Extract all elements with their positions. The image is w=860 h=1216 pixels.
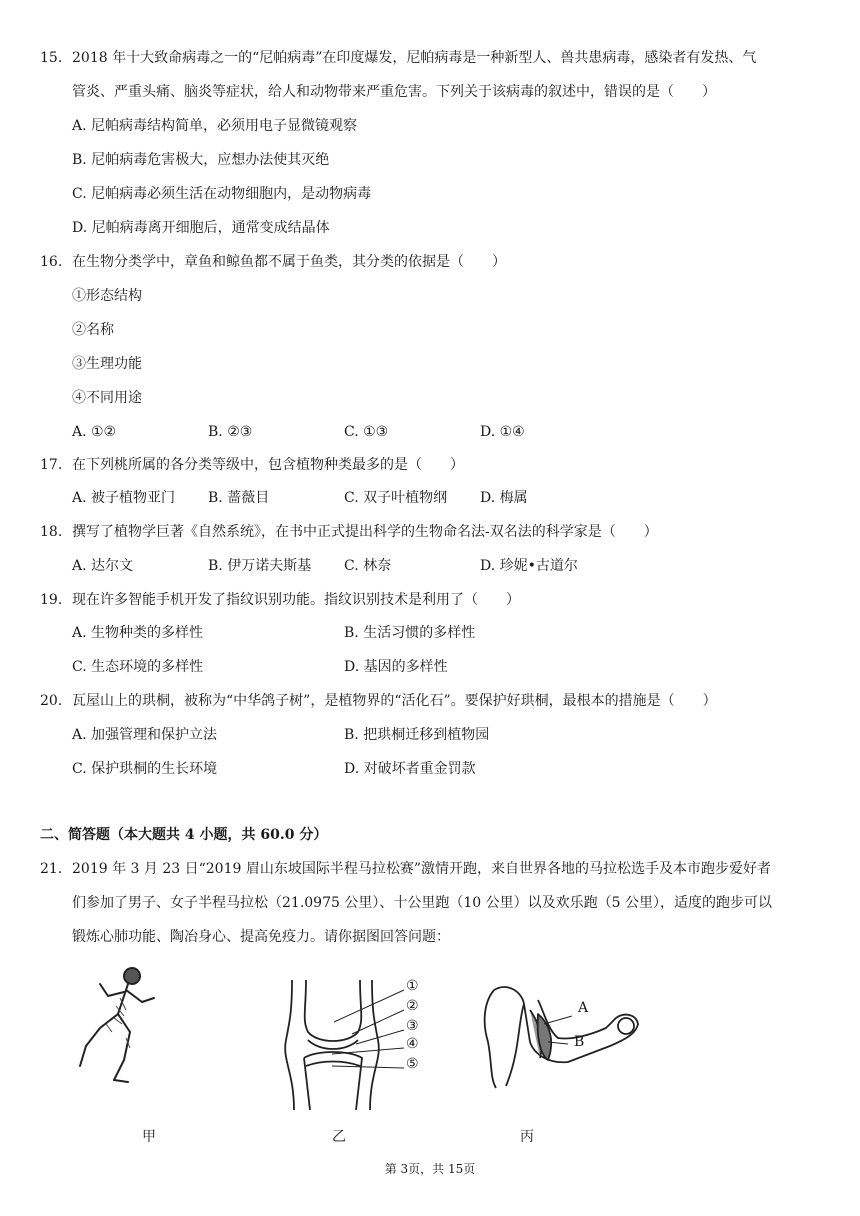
q16-statement-1: ①形态结构	[72, 288, 142, 304]
q19-number: 19.	[40, 592, 63, 608]
q15-text-line2: 管炎、严重头痛、脑炎等症状，给人和动物带来严重危害。下列关于该病毒的叙述中，错误的是（ ）	[72, 84, 716, 100]
q16-option-d: D. ①④	[480, 424, 525, 440]
arm-muscle-figure	[478, 982, 648, 1092]
q18-text: 撰写了植物学巨著《自然系统》，在书中正式提出科学的生物命名法-双名法的科学家是（ ）	[72, 524, 658, 540]
q18-option-d: D. 珍妮•古道尔	[480, 558, 578, 574]
q17-number: 17.	[40, 457, 63, 473]
knee-label-2: ②	[406, 998, 419, 1014]
q15-option-a: A. 尼帕病毒结构简单，必须用电子显微镜观察	[72, 118, 358, 134]
q20-text: 瓦屋山上的珙桐，被称为“中华鸽子树”，是植物界的“活化石”。要保护好珙桐，最根本的措施是（ ）	[72, 693, 717, 709]
q15-option-c: C. 尼帕病毒必须生活在动物细胞内，是动物病毒	[72, 186, 372, 202]
q18-option-b: B. 伊万诺夫斯基	[208, 558, 312, 574]
q16-option-b: B. ②③	[208, 424, 253, 440]
q19-option-c: C. 生态环境的多样性	[72, 659, 204, 675]
q15-option-b: B. 尼帕病毒危害极大，应想办法使其灭绝	[72, 152, 330, 168]
arm-label-b: B	[574, 1034, 585, 1050]
q15-number: 15.	[40, 50, 63, 66]
q20-option-c: C. 保护珙桐的生长环境	[72, 761, 218, 777]
q20-option-b: B. 把珙桐迁移到植物园	[344, 727, 490, 743]
q20-number: 20.	[40, 693, 63, 709]
q17-option-a: A. 被子植物亚门	[72, 490, 176, 506]
q15-option-d: D. 尼帕病毒离开细胞后，通常变成结晶体	[72, 220, 330, 236]
q19-option-d: D. 基因的多样性	[344, 659, 448, 675]
q20-option-a: A. 加强管理和保护立法	[72, 727, 218, 743]
q16-option-c: C. ①③	[344, 424, 389, 440]
q17-text: 在下列桃所属的各分类等级中，包含植物种类最多的是（ ）	[72, 457, 464, 473]
knee-label-3: ③	[406, 1018, 419, 1034]
q16-statement-4: ④不同用途	[72, 390, 142, 406]
q21-text-line1: 2019 年 3 月 23 日“2019 眉山东坡国际半程马拉松赛”激情开跑，来自世界各地的马拉松选手及本市跑步爱好者	[72, 861, 771, 877]
q19-option-b: B. 生活习惯的多样性	[344, 625, 476, 641]
q18-option-c: C. 林奈	[344, 558, 392, 574]
q21-number: 21.	[40, 861, 63, 877]
q16-statement-2: ②名称	[72, 322, 114, 338]
figure-yi-label: 乙	[332, 1129, 346, 1145]
knee-label-1: ①	[406, 978, 419, 994]
arm-label-a: A	[578, 1000, 589, 1016]
knee-label-5: ⑤	[406, 1056, 419, 1072]
figure-bing-label: 丙	[520, 1129, 534, 1145]
q19-text: 现在许多智能手机开发了指纹识别功能。指纹识别技术是利用了（ ）	[72, 592, 520, 608]
q21-text-line3: 锻炼心肺功能、陶冶身心、提高免疫力。请你据图回答问题：	[72, 929, 450, 945]
q20-option-d: D. 对破坏者重金罚款	[344, 761, 476, 777]
section-heading: 二、简答题（本大题共 4 小题，共 60.0 分）	[40, 827, 328, 843]
q16-number: 16.	[40, 254, 63, 270]
q18-option-a: A. 达尔文	[72, 558, 134, 574]
knee-label-4: ④	[406, 1036, 419, 1052]
q16-text: 在生物分类学中，章鱼和鲸鱼都不属于鱼类，其分类的依据是（ ）	[72, 254, 506, 270]
q21-text-line2: 们参加了男子、女子半程马拉松（21.0975 公里）、十公里跑（10 公里）以及欢乐跑（5 公里），适度的跑步可以	[72, 895, 772, 911]
q16-option-a: A. ①②	[72, 424, 117, 440]
figure-jia-label: 甲	[142, 1129, 156, 1145]
q18-number: 18.	[40, 524, 63, 540]
q16-statement-3: ③生理功能	[72, 356, 142, 372]
q17-option-d: D. 梅属	[480, 490, 528, 506]
q19-option-a: A. 生物种类的多样性	[72, 625, 204, 641]
page-number: 第 3页，共 15页	[384, 1162, 476, 1176]
q15-text-line1: 2018 年十大致命病毒之一的“尼帕病毒”在印度爆发，尼帕病毒是一种新型人、兽共患病毒，感染者有发热、气	[72, 50, 757, 66]
q17-option-b: B. 蔷薇目	[208, 490, 270, 506]
q17-option-c: C. 双子叶植物纲	[344, 490, 448, 506]
runner-figure	[70, 962, 180, 1092]
